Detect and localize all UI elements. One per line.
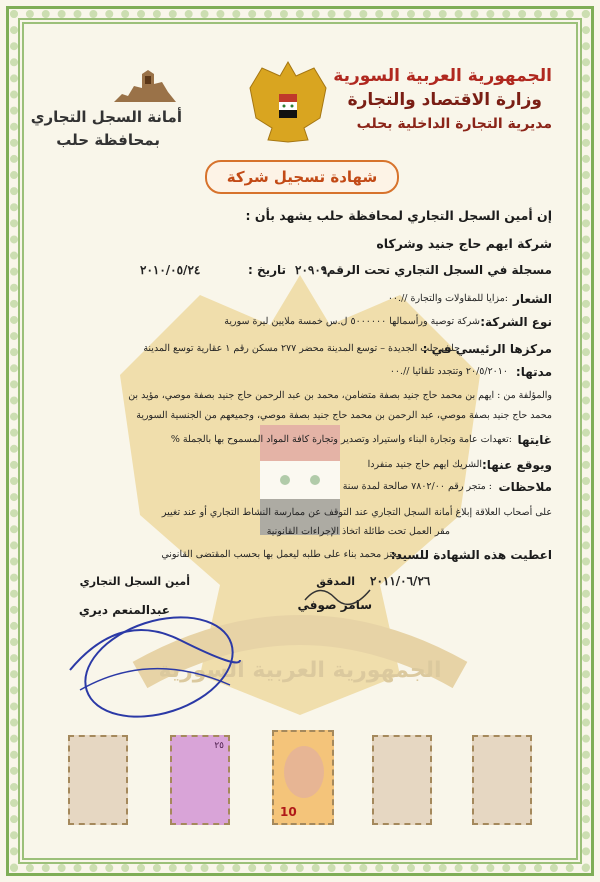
directorate-name: مديرية التجارة الداخلية بحلب bbox=[356, 116, 552, 132]
issued-label: اعطيت هذه الشهادة للسيد: bbox=[390, 548, 552, 562]
registrar-title: أمين السجل التجاري bbox=[79, 575, 190, 588]
photo-stamp bbox=[272, 730, 334, 825]
auditor-name: سامر صوفي bbox=[297, 598, 372, 612]
registered-label: مسجلة في السجل التجاري تحت الرقم: bbox=[321, 263, 552, 277]
registration-number: ٢٠٩٠٩ bbox=[295, 263, 328, 277]
duration-label: مدتها: bbox=[515, 365, 552, 379]
certificate-title: شهادة تسجيل شركة bbox=[205, 160, 399, 194]
eagle-emblem-icon bbox=[248, 58, 328, 143]
company-type-label: نوع الشركة: bbox=[480, 315, 552, 329]
registry-title-line2: بمحافظة حلب bbox=[56, 131, 160, 149]
signatory-value: الشريك ايهم حاج جنيد منفردا bbox=[367, 459, 482, 470]
revenue-stamp-1 bbox=[68, 735, 128, 825]
slogan-label: الشعار bbox=[512, 292, 552, 306]
auditor-signature-icon bbox=[297, 580, 380, 612]
notes-label: ملاحظات bbox=[498, 480, 552, 494]
slogan-value: :مزايا للمقاولات والتجارة //.٠٠ bbox=[387, 293, 508, 304]
registration-date: ٢٠١٠/٠٥/٢٤ bbox=[140, 263, 201, 277]
registrar-signature-icon bbox=[60, 600, 250, 710]
registry-title-line1: أمانة السجل التجاري bbox=[30, 108, 182, 126]
purpose-value: :تعهدات عامة وتجارة البناء واستيراد وتصدير وتجارة كافة المواد المسموح بها بالجملة % bbox=[170, 434, 512, 445]
registrar-name: عبدالمنعم ديري bbox=[78, 603, 170, 617]
pink-stamp-value: ٢٥ bbox=[214, 741, 224, 751]
photo-stamp-value: 10 bbox=[280, 805, 297, 819]
purpose-label: غايتها bbox=[517, 433, 552, 447]
notice-line-2: مقر العمل تحت طائلة اتخاذ الإجراءات القانونية bbox=[266, 526, 450, 537]
company-name: شركة ايهم حاج جنيد وشركاه bbox=[376, 236, 552, 251]
duration-value: ٢٠/٥/٢٠١٠ وتتجدد تلقائيا //.٠٠ bbox=[389, 366, 508, 377]
revenue-stamp-3 bbox=[372, 735, 432, 825]
auditor-title: المدقق bbox=[316, 575, 355, 588]
notes-value: : متجر رقم ٧٨٠٢/٠٠ صالحة لمدة سنة bbox=[342, 481, 492, 492]
issue-date: ٢٠١١/٠٦/٢٦ bbox=[370, 574, 431, 588]
partners-line-2: محمد حاج جنيد بصفة موصي، عبد الرحمن بن محمد حاج جنيد بصفة موصي، وجميعهم من الجنسية السورية bbox=[136, 410, 552, 421]
republic-name: الجمهورية العربية السورية bbox=[333, 66, 552, 86]
notice-line-1: على أصحاب العلاقة إبلاغ أمانة السجل التجاري عند التوقف عن ممارسة النشاط التجاري أو عند تغيير bbox=[161, 507, 552, 518]
revenue-stamp-pink bbox=[170, 735, 230, 825]
hq-label: مركزها الرئيسي في : bbox=[422, 342, 552, 356]
baby-photo-icon bbox=[284, 746, 324, 798]
watermark-text: الجمهورية العربية السورية bbox=[158, 658, 442, 683]
signatory-label: ويوقع عنها: bbox=[481, 458, 552, 472]
hq-value: حلب حلب الجديدة – توسع المدينة محضر ٢٧٧ مسكن رقم ١ عقارية توسع المدينة bbox=[143, 343, 460, 354]
ministry-name: وزارة الاقتصاد والتجارة bbox=[347, 90, 542, 110]
citadel-icon bbox=[112, 64, 178, 104]
revenue-stamp-4 bbox=[472, 735, 532, 825]
partners-line-1: والمؤلفة من : ايهم بن محمد حاج جنيد بصفة متضامن، محمد بن عبد الرحمن حاج جنيد بصفة موصي، مؤيد بن bbox=[128, 390, 552, 401]
intro-text: إن أمين السجل التجاري لمحافظة حلب يشهد بأن : bbox=[245, 208, 552, 223]
date-label: تاريخ : bbox=[248, 263, 287, 277]
issued-value: معتز محمد بناء على طلبه ليعمل بها بحسب المقتضى القانوني bbox=[161, 549, 402, 560]
company-type-value: شركة توصية ورأسمالها ٥٠٠٠٠٠٠ ل.س خمسة ملايين ليرة سورية bbox=[224, 316, 480, 327]
